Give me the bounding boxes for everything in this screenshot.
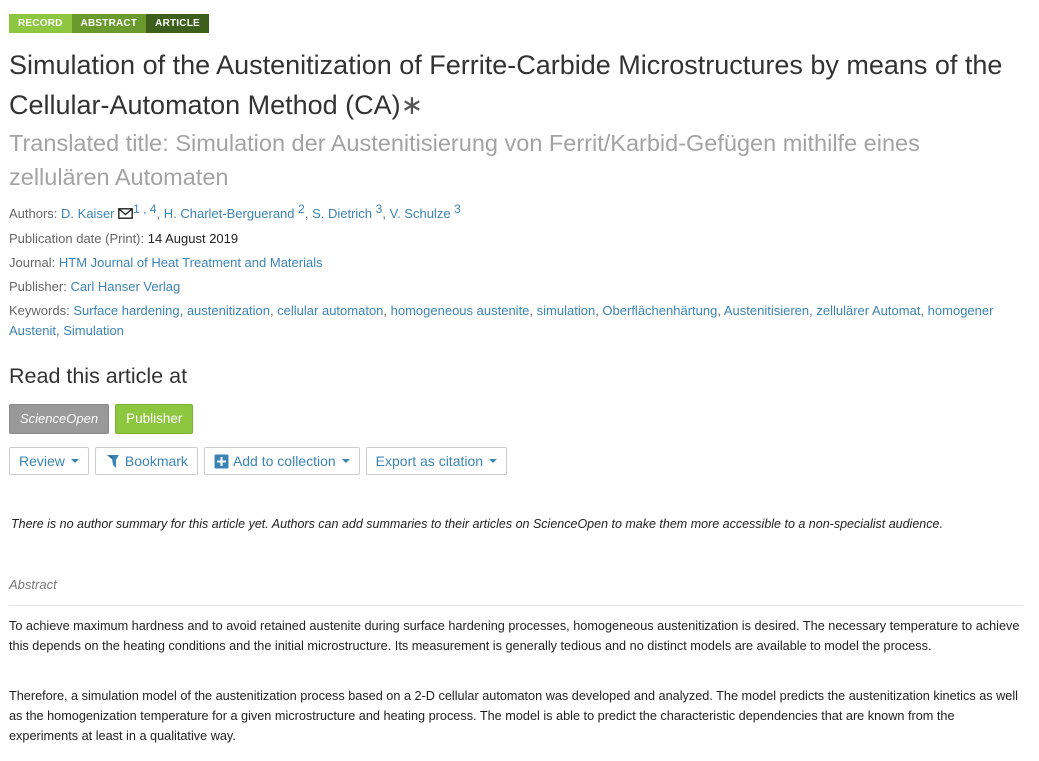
keyword-link[interactable]: Simulation	[63, 323, 124, 338]
author-affiliation-schulze[interactable]: 3	[454, 202, 461, 216]
keyword-link[interactable]: Oberflächenhärtung	[602, 303, 718, 318]
abstract-divider	[9, 605, 1023, 606]
keyword-link[interactable]: zellulärer Automat	[816, 303, 921, 318]
keyword-link[interactable]: austenitization	[186, 303, 270, 318]
tag-article[interactable]: ARTICLE	[146, 14, 209, 33]
keywords-label: Keywords:	[9, 303, 70, 318]
abstract-paragraph: Therefore, a simulation model of the austenitization process based on a 2-D cellular automaton was developed and analyzed. The model predicts the austenitization kinetics as well as the homogenization temperature for a given microstructure and heating process. The model is able to predict the characteristic dependencies that are known from the experiments at least in a qualitative way.	[9, 689, 1018, 743]
caret-down-icon	[71, 459, 79, 463]
tag-record[interactable]: RECORD	[9, 14, 72, 33]
keyword-link[interactable]: cellular automaton	[277, 303, 384, 318]
journal-label: Journal:	[9, 255, 56, 270]
bookmark-icon	[105, 453, 121, 469]
read-article-heading: Read this article at	[9, 364, 188, 388]
authors-label: Authors:	[9, 206, 58, 221]
caret-down-icon	[489, 459, 497, 463]
article-actions-toolbar	[9, 447, 507, 475]
author-link-kaiser[interactable]: D. Kaiser	[61, 206, 115, 221]
review-label: Review	[19, 453, 65, 469]
article-title-text: Simulation of the Austenitization of Ferrite-Carbide Microstructures by means of the Cellular-Automaton Method (CA)	[9, 50, 1003, 120]
author-link-charlet-berguerand[interactable]: H. Charlet-Berguerand	[163, 206, 295, 221]
author-link-dietrich[interactable]: S. Dietrich	[312, 206, 373, 221]
bookmark-button[interactable]	[95, 447, 198, 475]
pubdate-value: 14 August 2019	[147, 231, 239, 246]
caret-down-icon	[342, 459, 350, 463]
scienceopen-button[interactable]: ScienceOpen	[9, 404, 109, 434]
pubdate-label: Publication date (Print):	[9, 231, 145, 246]
export-label: Export as citation	[375, 453, 484, 469]
journal-link[interactable]: HTM Journal of Heat Treatment and Materials	[58, 255, 323, 270]
review-dropdown-button[interactable]	[9, 447, 89, 475]
author-affiliation-dietrich[interactable]: 3	[375, 202, 383, 216]
export-citation-button[interactable]	[366, 447, 507, 475]
read-at-buttons	[9, 404, 193, 434]
keyword-link[interactable]: Surface hardening	[73, 303, 180, 318]
keyword-link[interactable]: Austenitisieren	[723, 303, 810, 318]
title-footnote-mark: ∗	[400, 90, 424, 120]
keywords-line: Keywords: Surface hardening, austenitization, cellular automaton, homogeneous austenite, simulation, Oberflächenhärtung, Austenitisieren, zellulärer Automat, homogener Austenit, Simulation	[9, 303, 994, 338]
publisher-link[interactable]: Carl Hanser Verlag	[70, 279, 181, 294]
keyword-link[interactable]: homogeneous austenite	[390, 303, 530, 318]
record-type-tags	[9, 14, 209, 33]
add-collection-label: Add to collection	[232, 453, 336, 469]
author-affiliation-kaiser[interactable]: 1 , 4	[133, 202, 157, 216]
envelope-icon[interactable]	[118, 208, 133, 219]
publisher-button[interactable]: Publisher	[115, 404, 193, 434]
publisher-line	[9, 277, 1029, 297]
bookmark-label: Bookmark	[124, 453, 188, 469]
article-title	[9, 45, 1019, 125]
authors-line: Authors: D. Kaiser 1 , 4, H. Charlet-Berguerand 2, S. Dietrich 3, V. Schulze 3	[9, 202, 461, 221]
translated-title: Translated title: Simulation der Austenitisierung von Ferrit/Karbid-Gefügen mithilfe eines zellulären Automaten	[9, 130, 920, 190]
abstract-heading: Abstract	[9, 577, 57, 592]
publication-date-line	[9, 229, 1029, 249]
keyword-link[interactable]: homogener Austenit	[9, 303, 994, 338]
journal-line	[9, 253, 1029, 273]
add-to-collection-button[interactable]	[204, 447, 360, 475]
collection-plus-icon	[214, 454, 229, 469]
keyword-link[interactable]: simulation	[536, 303, 596, 318]
tag-abstract[interactable]: ABSTRACT	[72, 14, 147, 33]
author-link-schulze[interactable]: V. Schulze	[389, 206, 451, 221]
author-affiliation-charlet[interactable]: 2	[298, 202, 305, 216]
abstract-paragraph: To achieve maximum hardness and to avoid retained austenite during surface hardening processes, homogeneous austenitization is desired. The necessary temperature to achieve this depends on the heating conditions and the initial microstructure. Its measurement is generally tedious and no distinct models are available to model the process.	[9, 619, 1020, 653]
publisher-label: Publisher:	[9, 279, 67, 294]
author-summary-note: There is no author summary for this article yet. Authors can add summaries to their articles on ScienceOpen to make them more accessible to a non-specialist audience.	[11, 517, 943, 531]
